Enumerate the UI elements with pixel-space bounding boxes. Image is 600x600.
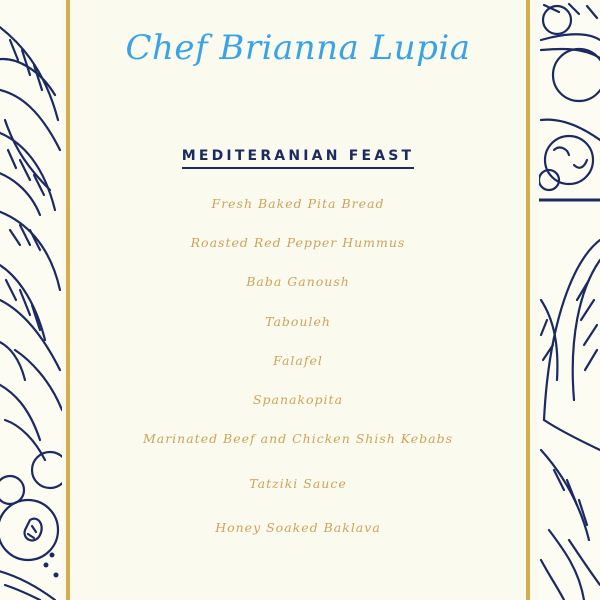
right-botanical-illustration bbox=[539, 0, 600, 600]
menu-item: Falafel bbox=[273, 353, 323, 368]
menu-item: Tabouleh bbox=[265, 314, 331, 329]
menu-item: Honey Soaked Baklava bbox=[215, 520, 381, 535]
menu-item: Tatziki Sauce bbox=[249, 476, 347, 491]
menu-item: Spanakopita bbox=[252, 392, 344, 407]
menu-item: Marinated Beef and Chicken Shish Kebabs bbox=[142, 431, 454, 446]
chef-name-title: Chef Brianna Lupia bbox=[125, 28, 471, 68]
menu-heading bbox=[70, 148, 526, 169]
menu-item: Baba Ganoush bbox=[246, 274, 350, 289]
menu-heading-text: MEDITERANIAN FEAST bbox=[182, 148, 415, 169]
menu-item: Fresh Baked Pita Bread bbox=[211, 196, 385, 211]
menu-panel bbox=[66, 0, 530, 600]
left-botanical-illustration bbox=[0, 0, 62, 600]
menu-item: Roasted Red Pepper Hummus bbox=[190, 235, 406, 250]
